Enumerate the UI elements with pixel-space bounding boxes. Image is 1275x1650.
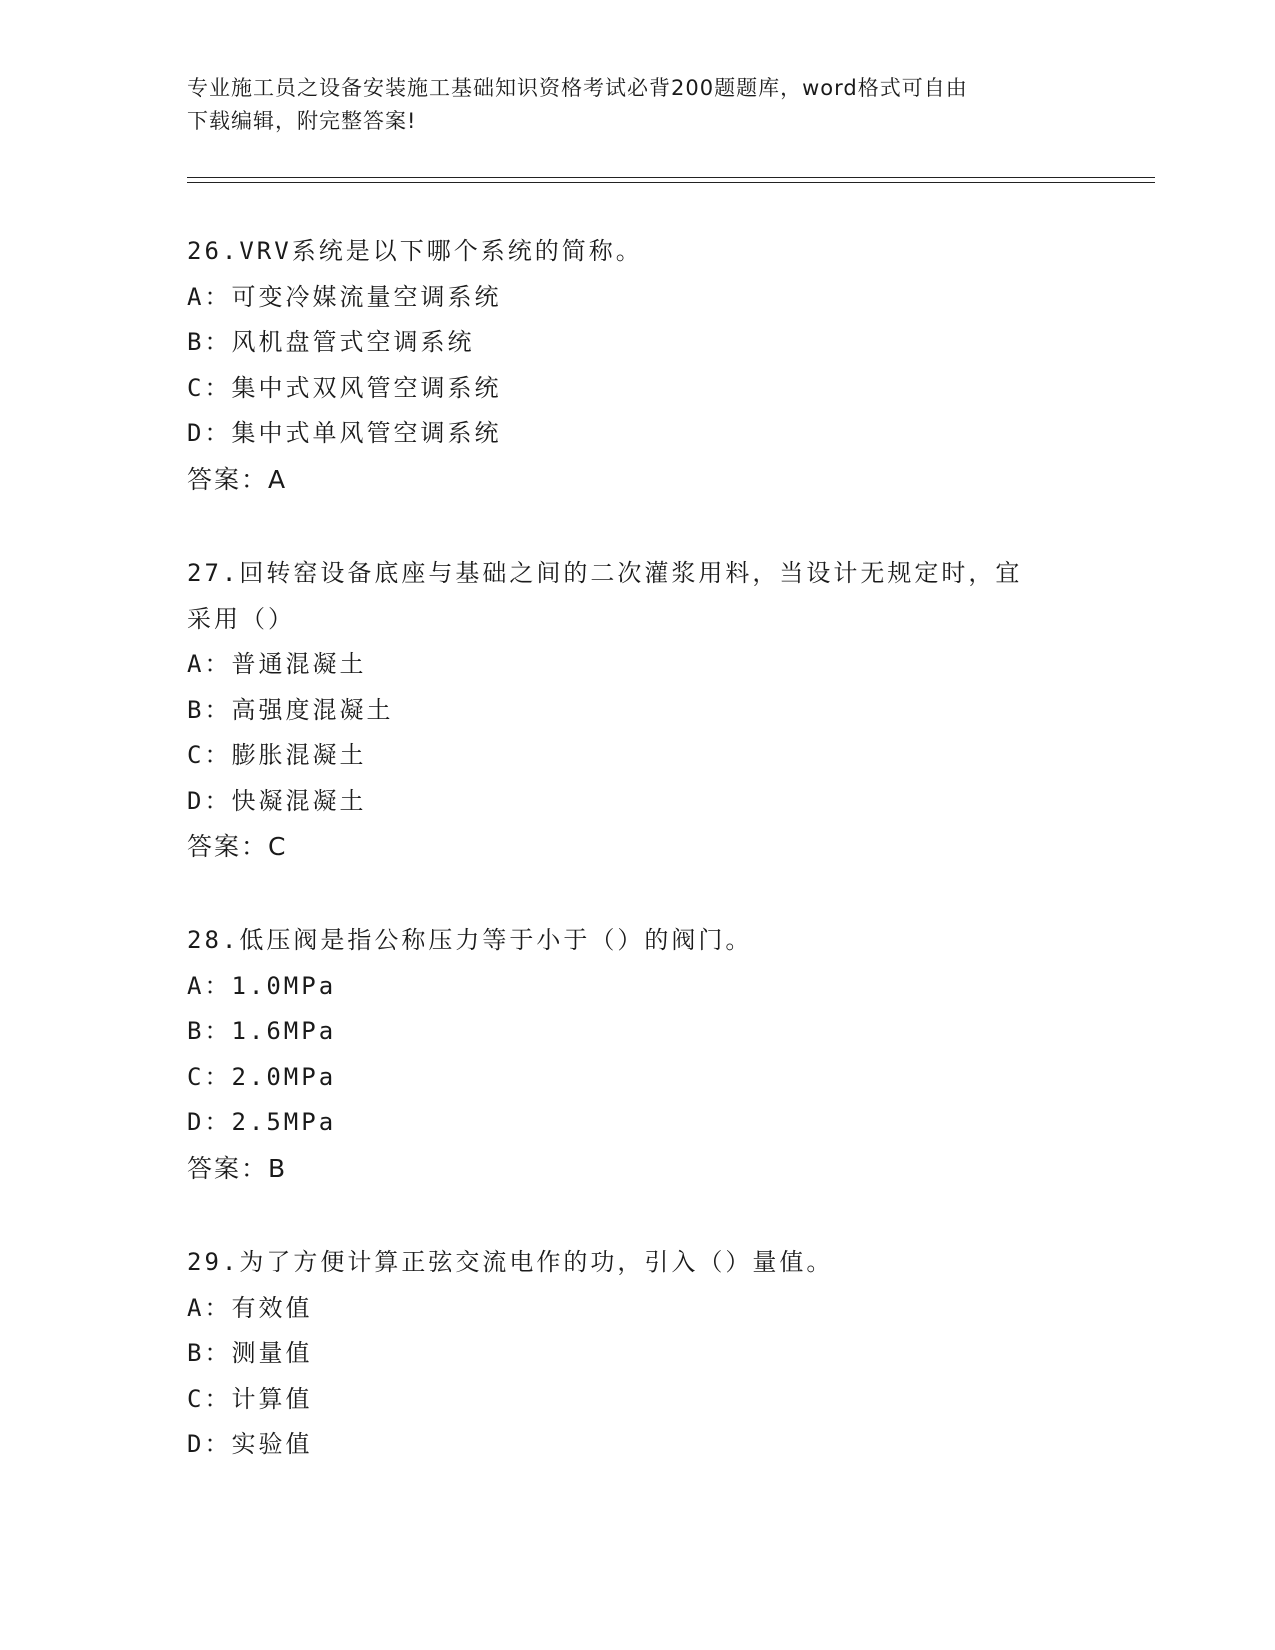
- question-stem-continued: 采用（）: [187, 604, 295, 633]
- question-stem: 28.低压阀是指公称压力等于小于（）的阀门。: [187, 926, 753, 954]
- question-27: [187, 551, 1087, 870]
- option-c: C：集中式双风管空调系统: [187, 373, 502, 402]
- header-line-2: 下载编辑，附完整答案!: [187, 109, 417, 133]
- option-d: D：集中式单风管空调系统: [187, 419, 502, 447]
- option-a: A：普通混凝土: [187, 650, 367, 678]
- question-stem: 29.为了方便计算正弦交流电作的功，引入（）量值。: [187, 1248, 834, 1276]
- option-b: B：风机盘管式空调系统: [187, 328, 475, 356]
- answer: 答案：A: [187, 464, 288, 494]
- option-a: A：1.0MPa: [187, 971, 337, 1000]
- option-d: D：快凝混凝土: [187, 786, 367, 815]
- answer: 答案：B: [187, 1153, 288, 1183]
- option-a: A：可变冷媒流量空调系统: [187, 282, 502, 311]
- option-d: D：实验值: [187, 1430, 313, 1458]
- document-header: [187, 72, 1087, 138]
- option-c: C：2.0MPa: [187, 1062, 337, 1091]
- question-28: [187, 918, 1087, 1191]
- answer: 答案：C: [187, 832, 288, 861]
- header-divider-top: [187, 177, 1155, 178]
- header-line-1: 专业施工员之设备安装施工基础知识资格考试必背200题题库，word格式可自由: [187, 76, 968, 100]
- question-29: [187, 1240, 1087, 1468]
- question-26: [187, 229, 1087, 502]
- option-b: B：1.6MPa: [187, 1017, 337, 1045]
- question-stem: 26.VRV系统是以下哪个系统的简称。: [187, 237, 643, 265]
- option-d: D：2.5MPa: [187, 1108, 337, 1136]
- option-c: C：膨胀混凝土: [187, 741, 367, 769]
- option-c: C：计算值: [187, 1384, 313, 1413]
- question-stem: 27.回转窑设备底座与基础之间的二次灌浆用料，当设计无规定时，宜: [187, 559, 1023, 587]
- option-b: B：测量值: [187, 1339, 313, 1367]
- option-a: A：有效值: [187, 1293, 313, 1322]
- header-divider-bottom: [187, 182, 1155, 183]
- option-b: B：高强度混凝土: [187, 695, 394, 724]
